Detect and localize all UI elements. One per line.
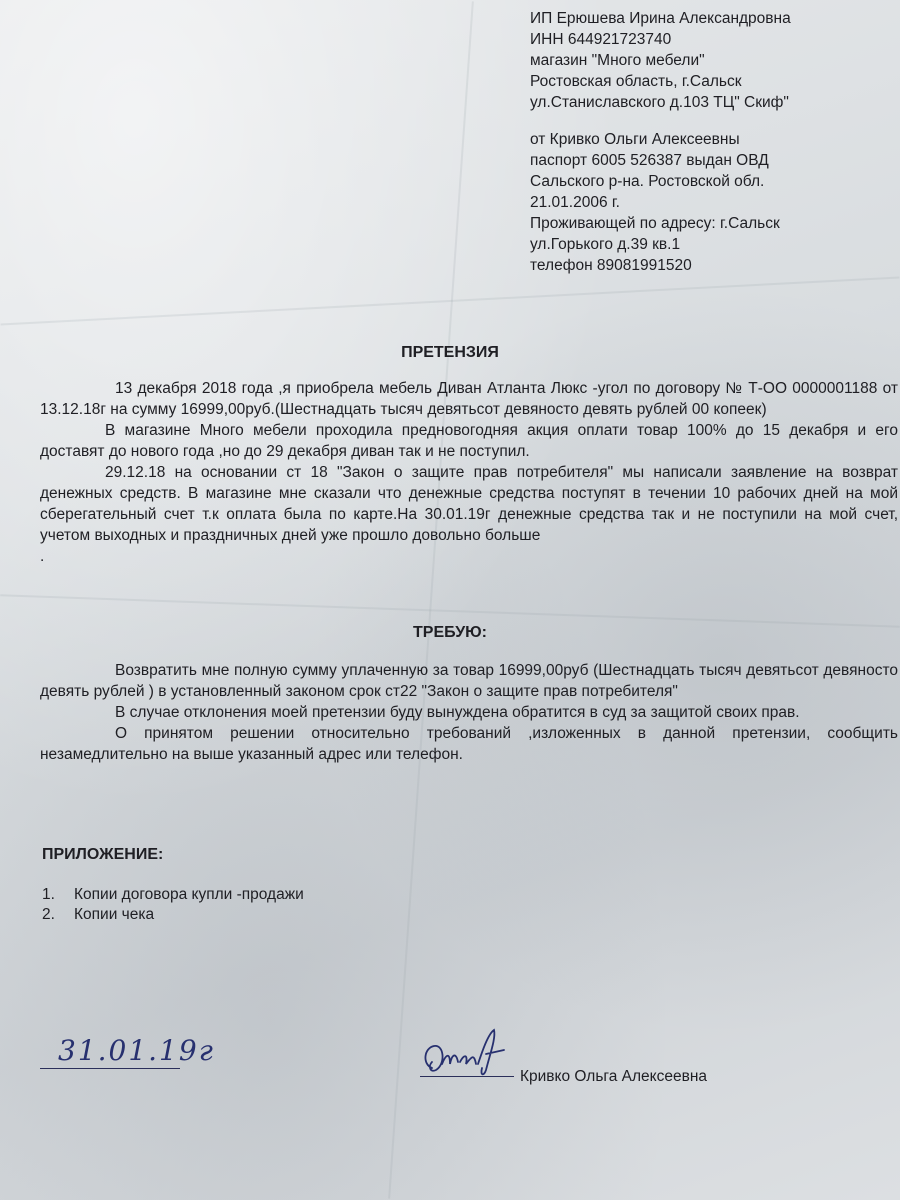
list-number: 1. [42, 886, 55, 903]
address-block [530, 8, 890, 276]
signature-scribble [420, 1024, 520, 1080]
attachments-title: ПРИЛОЖЕНИЕ: [42, 846, 164, 863]
sender-line: Проживающей по адресу: г.Сальск [530, 215, 780, 232]
claim-paragraph: 13 декабря 2018 года ,я приобрела мебель Диван Атланта Люкс -угол по договору № Т-ОО 0000001188 от 13.12.18г на сумму 16999,00руб.(Шестнадцать тысяч девятьсот девяносто девять рублей 00 копеек) [40, 380, 898, 418]
list-number: 2. [42, 906, 55, 923]
recipient-line: ИНН 644921723740 [530, 31, 672, 48]
list-text: Копии чека [74, 906, 155, 923]
recipient-line: ИП Ерюшева Ирина Александровна [530, 10, 791, 27]
demand-paragraph: Возвратить мне полную сумму уплаченную за товар 16999,00руб (Шестнадцать тысяч девятьсот девяносто девять рублей ) в установленный законом срок ст22 "Закон о защите прав потребителя" [40, 662, 898, 700]
claim-body [40, 378, 898, 567]
list-item [42, 884, 304, 904]
claim-title: ПРЕТЕНЗИЯ [401, 344, 499, 361]
sender-line: телефон 89081991520 [530, 257, 692, 274]
paper-crease [388, 1, 474, 1198]
list-item [42, 904, 304, 924]
recipient-line: магазин "Много мебели" [530, 52, 705, 69]
sender-line: от Кривко Ольги Алексеевны [530, 131, 740, 148]
demand-paragraph: О принятом решении относительно требований ,изложенных в данной претензии, сообщить незамедлительно на выше указанный адрес или телефон. [40, 725, 898, 763]
demand-paragraph: В случае отклонения моей претензии буду вынуждена обратится в суд за защитой своих прав. [115, 704, 800, 721]
demand-title: ТРЕБУЮ: [413, 624, 487, 641]
attachments-list [42, 884, 304, 924]
recipient-line: Ростовская область, г.Сальск [530, 73, 742, 90]
signer-name: Кривко Ольга Алексеевна [520, 1068, 708, 1085]
claim-paragraph: В магазине Много мебели проходила предновогодняя акция оплати товар 100% до 15 декабря и его доставят до нового года ,но до 29 декабря диван так и не поступил. [40, 422, 898, 460]
demand-body [40, 660, 898, 765]
sender-line: паспорт 6005 526387 выдан ОВД [530, 152, 769, 169]
signature-line [420, 1076, 514, 1077]
handwritten-date-text: 31.01.19г [58, 1034, 215, 1067]
claim-paragraph: 29.12.18 на основании ст 18 "Закон о защите прав потребителя" мы написали заявление на возврат денежных средств. В магазине мне сказали что денежные средства поступят в течении 10 рабочих дней на мой сберегательный счет т.к оплата была по карте.На 30.01.19г денежные средства так и не поступили на мой счет, учетом выходных и праздничных дней уже прошло довольно больше [40, 464, 898, 544]
handwritten-date [40, 1034, 215, 1069]
recipient-line: ул.Станиславского д.103 ТЦ" Скиф" [530, 94, 789, 111]
sender-line: Сальского р-на. Ростовской обл. [530, 173, 765, 190]
sender-line: 21.01.2006 г. [530, 194, 620, 211]
sender-line: ул.Горького д.39 кв.1 [530, 236, 681, 253]
trailing-dot: . [40, 548, 45, 565]
list-text: Копии договора купли -продажи [74, 886, 304, 903]
